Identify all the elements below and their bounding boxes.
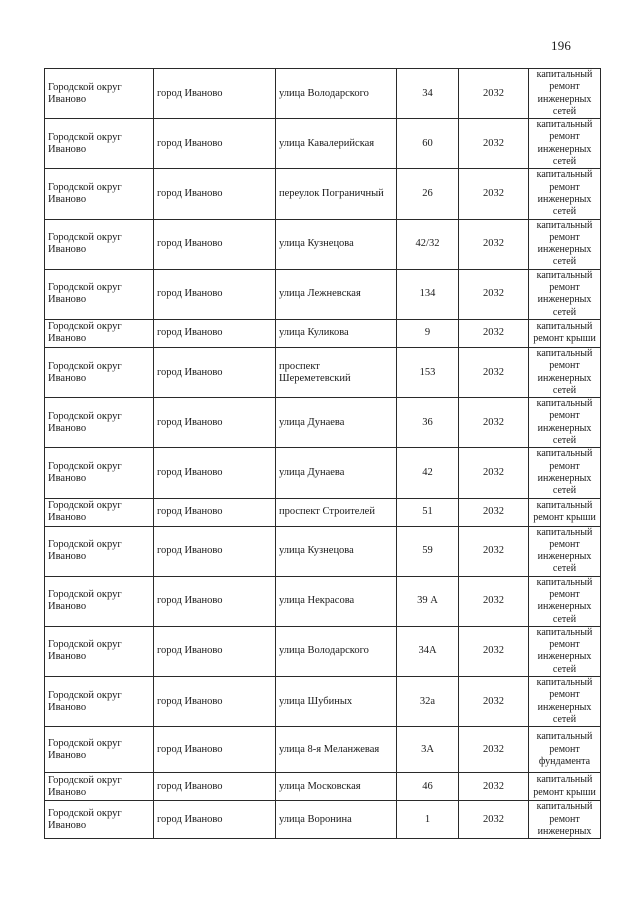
cell-city: город Иваново bbox=[154, 269, 276, 319]
cell-street: улица Куликова bbox=[276, 319, 397, 347]
cell-city: город Иваново bbox=[154, 219, 276, 269]
cell-year: 2032 bbox=[459, 526, 529, 576]
cell-district: Городской округ Иваново bbox=[45, 347, 154, 397]
table-row bbox=[45, 626, 601, 676]
cell-district: Городской округ Иваново bbox=[45, 773, 154, 801]
cell-district: Городской округ Иваново bbox=[45, 398, 154, 448]
cell-year: 2032 bbox=[459, 727, 529, 773]
table-row bbox=[45, 526, 601, 576]
table-row bbox=[45, 347, 601, 397]
cell-district: Городской округ Иваново bbox=[45, 119, 154, 169]
cell-work-type: капитальный ремонт инженерных сетей bbox=[529, 269, 601, 319]
cell-street: улица Дунаева bbox=[276, 448, 397, 498]
table-row bbox=[45, 801, 601, 839]
cell-year: 2032 bbox=[459, 498, 529, 526]
cell-street: улица Дунаева bbox=[276, 398, 397, 448]
cell-district: Городской округ Иваново bbox=[45, 727, 154, 773]
cell-district: Городской округ Иваново bbox=[45, 677, 154, 727]
cell-house-number: 46 bbox=[397, 773, 459, 801]
cell-city: город Иваново bbox=[154, 727, 276, 773]
table-row bbox=[45, 169, 601, 219]
cell-district: Городской округ Иваново bbox=[45, 448, 154, 498]
cell-street: улица Кавалерийская bbox=[276, 119, 397, 169]
cell-work-type: капитальный ремонт инженерных сетей bbox=[529, 576, 601, 626]
cell-district: Городской округ Иваново bbox=[45, 319, 154, 347]
cell-year: 2032 bbox=[459, 119, 529, 169]
cell-district: Городской округ Иваново bbox=[45, 801, 154, 839]
cell-district: Городской округ Иваново bbox=[45, 169, 154, 219]
cell-street: улица Лежневская bbox=[276, 269, 397, 319]
page-number: 196 bbox=[551, 38, 572, 53]
cell-work-type: капитальный ремонт инженерных сетей bbox=[529, 677, 601, 727]
cell-street: проспект Шереметевский bbox=[276, 347, 397, 397]
cell-work-type: капитальный ремонт инженерных сетей bbox=[529, 448, 601, 498]
cell-city: город Иваново bbox=[154, 119, 276, 169]
cell-work-type: капитальный ремонт фундамента bbox=[529, 727, 601, 773]
cell-city: город Иваново bbox=[154, 498, 276, 526]
table-row bbox=[45, 448, 601, 498]
cell-work-type: капитальный ремонт инженерных сетей bbox=[529, 398, 601, 448]
cell-house-number: 42/32 bbox=[397, 219, 459, 269]
cell-city: город Иваново bbox=[154, 319, 276, 347]
cell-street: улица Володарского bbox=[276, 626, 397, 676]
table-row bbox=[45, 269, 601, 319]
table-row bbox=[45, 119, 601, 169]
cell-house-number: 42 bbox=[397, 448, 459, 498]
cell-year: 2032 bbox=[459, 801, 529, 839]
cell-city: город Иваново bbox=[154, 526, 276, 576]
cell-district: Городской округ Иваново bbox=[45, 219, 154, 269]
cell-city: город Иваново bbox=[154, 677, 276, 727]
cell-house-number: 9 bbox=[397, 319, 459, 347]
housing-repair-table bbox=[44, 68, 601, 839]
cell-house-number: 34 bbox=[397, 69, 459, 119]
cell-house-number: 39 А bbox=[397, 576, 459, 626]
cell-city: город Иваново bbox=[154, 626, 276, 676]
table-body bbox=[45, 69, 601, 839]
table-row bbox=[45, 319, 601, 347]
cell-house-number: 36 bbox=[397, 398, 459, 448]
cell-work-type: капитальный ремонт инженерных сетей bbox=[529, 626, 601, 676]
cell-house-number: 26 bbox=[397, 169, 459, 219]
cell-city: город Иваново bbox=[154, 576, 276, 626]
cell-year: 2032 bbox=[459, 269, 529, 319]
cell-house-number: 1 bbox=[397, 801, 459, 839]
table-row bbox=[45, 219, 601, 269]
cell-house-number: 59 bbox=[397, 526, 459, 576]
cell-work-type: капитальный ремонт крыши bbox=[529, 773, 601, 801]
cell-street: улица 8-я Меланжевая bbox=[276, 727, 397, 773]
table-row bbox=[45, 498, 601, 526]
cell-year: 2032 bbox=[459, 398, 529, 448]
cell-district: Городской округ Иваново bbox=[45, 269, 154, 319]
cell-district: Городской округ Иваново bbox=[45, 69, 154, 119]
cell-work-type: капитальный ремонт инженерных сетей bbox=[529, 69, 601, 119]
table-row bbox=[45, 677, 601, 727]
table-row bbox=[45, 773, 601, 801]
cell-year: 2032 bbox=[459, 319, 529, 347]
cell-street: улица Шубиных bbox=[276, 677, 397, 727]
table-row bbox=[45, 69, 601, 119]
cell-house-number: 134 bbox=[397, 269, 459, 319]
cell-house-number: 153 bbox=[397, 347, 459, 397]
cell-district: Городской округ Иваново bbox=[45, 576, 154, 626]
cell-city: город Иваново bbox=[154, 398, 276, 448]
cell-district: Городской округ Иваново bbox=[45, 626, 154, 676]
cell-year: 2032 bbox=[459, 576, 529, 626]
cell-work-type: капитальный ремонт крыши bbox=[529, 498, 601, 526]
cell-street: улица Кузнецова bbox=[276, 526, 397, 576]
cell-house-number: 3А bbox=[397, 727, 459, 773]
cell-city: город Иваново bbox=[154, 801, 276, 839]
cell-house-number: 60 bbox=[397, 119, 459, 169]
cell-work-type: капитальный ремонт инженерных сетей bbox=[529, 169, 601, 219]
cell-district: Городской округ Иваново bbox=[45, 526, 154, 576]
cell-street: улица Московская bbox=[276, 773, 397, 801]
cell-street: улица Володарского bbox=[276, 69, 397, 119]
cell-house-number: 51 bbox=[397, 498, 459, 526]
cell-street: улица Воронина bbox=[276, 801, 397, 839]
table-row bbox=[45, 727, 601, 773]
cell-year: 2032 bbox=[459, 169, 529, 219]
cell-house-number: 32а bbox=[397, 677, 459, 727]
table-row bbox=[45, 576, 601, 626]
cell-city: город Иваново bbox=[154, 448, 276, 498]
cell-year: 2032 bbox=[459, 69, 529, 119]
table-row bbox=[45, 398, 601, 448]
cell-year: 2032 bbox=[459, 773, 529, 801]
cell-work-type: капитальный ремонт инженерных сетей bbox=[529, 119, 601, 169]
cell-street: улица Кузнецова bbox=[276, 219, 397, 269]
cell-street: улица Некрасова bbox=[276, 576, 397, 626]
cell-work-type: капитальный ремонт инженерных сетей bbox=[529, 347, 601, 397]
cell-year: 2032 bbox=[459, 347, 529, 397]
cell-year: 2032 bbox=[459, 219, 529, 269]
cell-year: 2032 bbox=[459, 677, 529, 727]
cell-city: город Иваново bbox=[154, 169, 276, 219]
cell-year: 2032 bbox=[459, 448, 529, 498]
cell-city: город Иваново bbox=[154, 773, 276, 801]
cell-work-type: капитальный ремонт инженерных сетей bbox=[529, 526, 601, 576]
cell-street: проспект Строителей bbox=[276, 498, 397, 526]
cell-house-number: 34А bbox=[397, 626, 459, 676]
cell-work-type: капитальный ремонт крыши bbox=[529, 319, 601, 347]
cell-work-type: капитальный ремонт инженерных bbox=[529, 801, 601, 839]
cell-work-type: капитальный ремонт инженерных сетей bbox=[529, 219, 601, 269]
cell-street: переулок Пограничный bbox=[276, 169, 397, 219]
cell-city: город Иваново bbox=[154, 69, 276, 119]
cell-year: 2032 bbox=[459, 626, 529, 676]
cell-city: город Иваново bbox=[154, 347, 276, 397]
cell-district: Городской округ Иваново bbox=[45, 498, 154, 526]
